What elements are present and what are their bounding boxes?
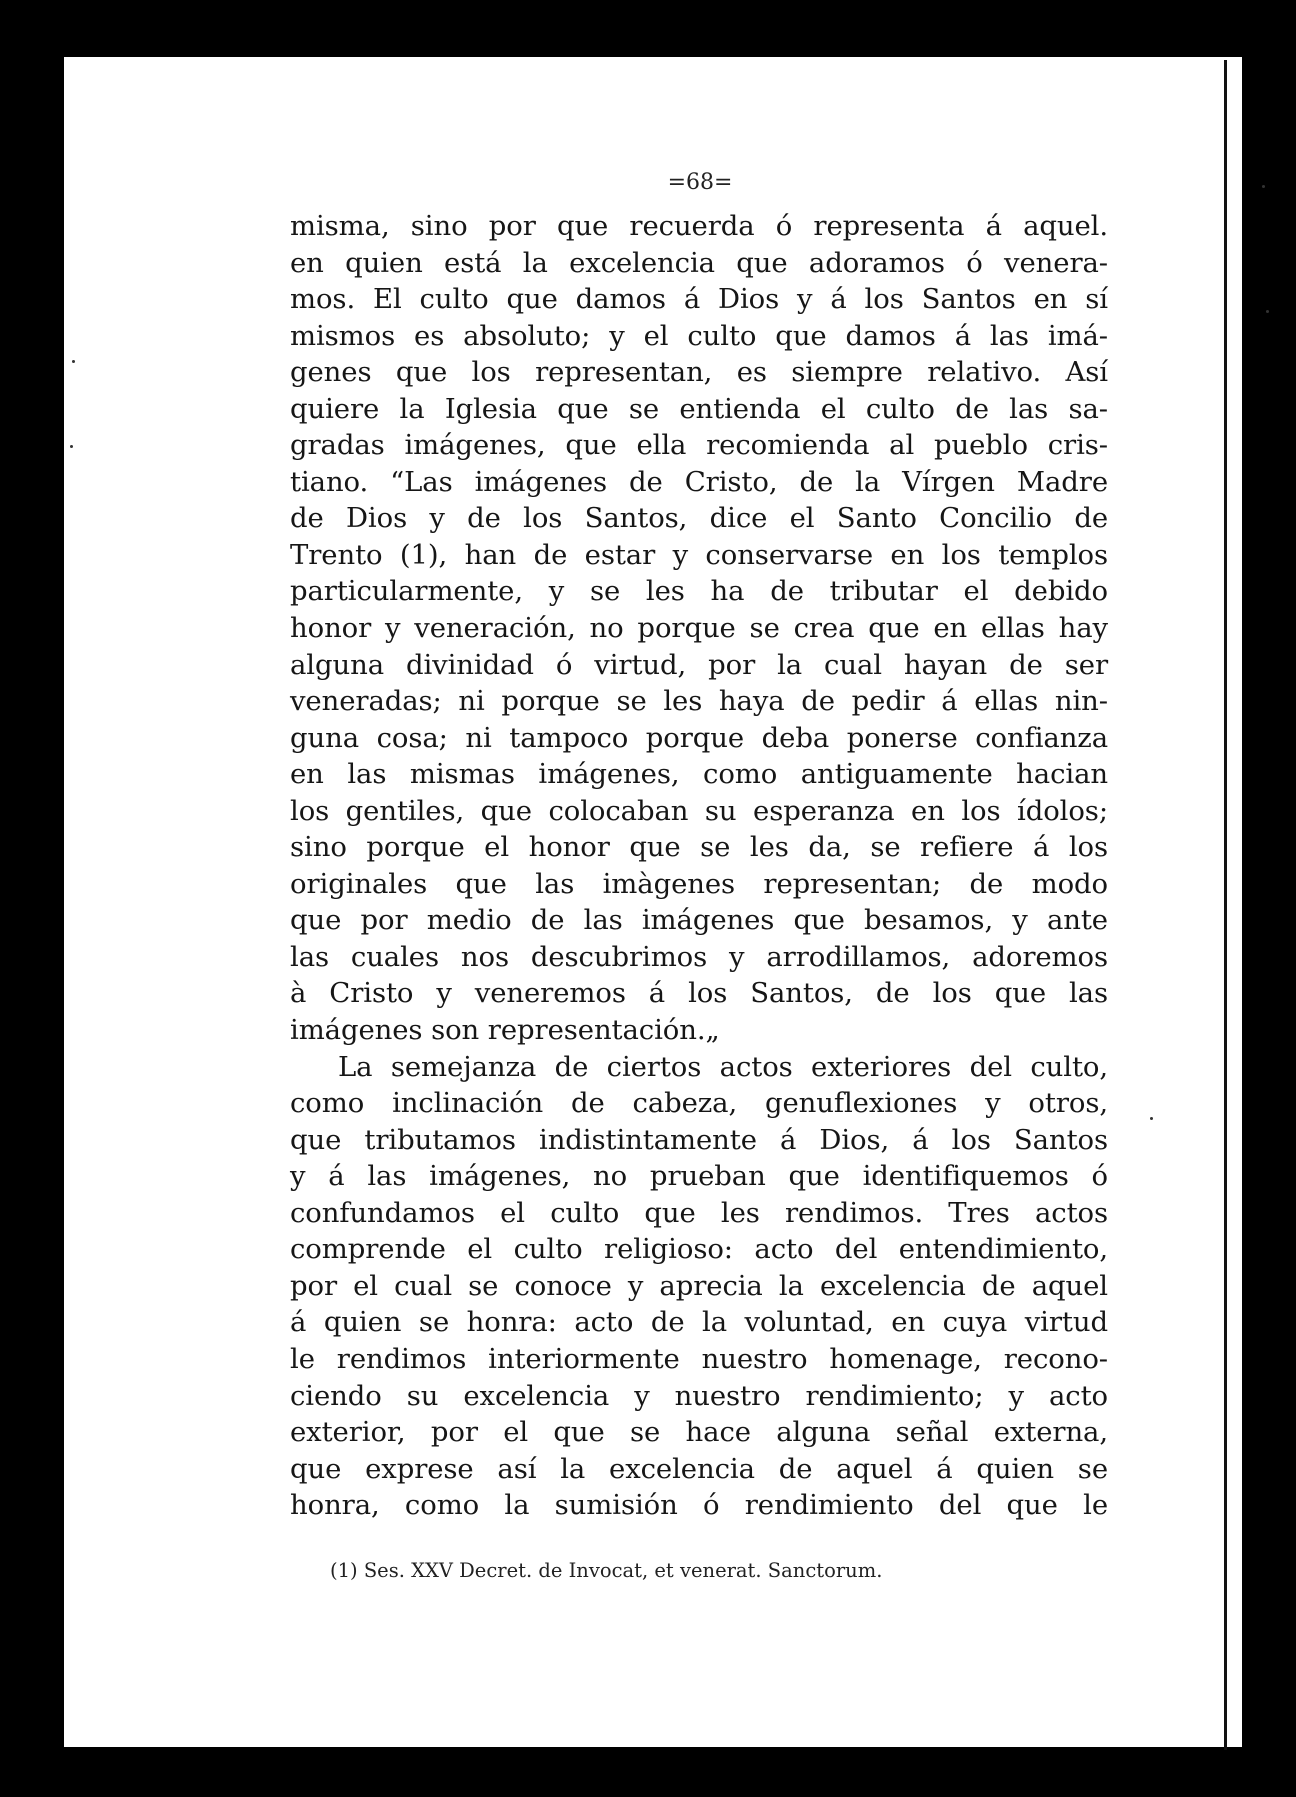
text-line: genes que los representan, es siempre relativo. Así	[290, 356, 1108, 389]
text-line: en quien está la excelencia que adoramos ó venera-	[290, 246, 1108, 279]
scan-speck	[70, 445, 73, 448]
text-line: gradas imágenes, que ella recomienda al pueblo cris-	[290, 429, 1108, 462]
text-line: particularmente, y se les ha de tributar el debido	[290, 575, 1108, 608]
scan-speck	[72, 360, 75, 363]
binding-shadow-line	[1224, 60, 1227, 1750]
scan-speck	[1262, 185, 1265, 188]
text-line: que por medio de las imágenes que besamos, y ante	[290, 904, 1108, 937]
scan-speck	[1266, 310, 1269, 313]
text-line: honor y veneración, no porque se crea que en ellas hay	[290, 612, 1108, 645]
text-line: exterior, por el que se hace alguna señal externa,	[290, 1416, 1108, 1449]
text-line: á quien se honra: acto de la voluntad, en cuya virtud	[290, 1306, 1108, 1339]
text-line: que exprese así la excelencia de aquel á quien se	[290, 1452, 1108, 1485]
text-line: como inclinación de cabeza, genuflexiones y otros,	[290, 1087, 1108, 1120]
text-line: imágenes son representación.„	[290, 1014, 720, 1047]
footnote: (1) Ses. XXV Decret. de Invocat, et venerat. Sanctorum.	[330, 1559, 883, 1582]
body-text	[290, 208, 1108, 1524]
text-line-paragraph-start: La semejanza de ciertos actos exteriores del culto,	[338, 1050, 1108, 1083]
text-line: quiere la Iglesia que se entienda el culto de las sa-	[290, 392, 1108, 425]
text-line: las cuales nos descubrimos y arrodillamos, adoremos	[290, 940, 1108, 973]
text-line: mismos es absoluto; y el culto que damos á las imá-	[290, 319, 1108, 352]
text-line: ciendo su excelencia y nuestro rendimiento; y acto	[290, 1379, 1108, 1412]
text-line: misma, sino por que recuerda ó representa á aquel.	[290, 210, 1108, 242]
text-line: mos. El culto que damos á Dios y á los Santos en sí	[290, 283, 1108, 316]
text-line: tiano. “Las imágenes de Cristo, de la Vírgen Madre	[290, 465, 1108, 498]
text-line: le rendimos interiormente nuestro homenage, recono-	[290, 1342, 1108, 1375]
text-line: y á las imágenes, no prueban que identifiquemos ó	[290, 1160, 1108, 1193]
text-line: veneradas; ni porque se les haya de pedir á ellas nin-	[290, 685, 1108, 718]
text-line: de Dios y de los Santos, dice el Santo Concilio de	[290, 502, 1108, 535]
scan-speck	[1150, 1117, 1153, 1120]
text-line: alguna divinidad ó virtud, por la cual hayan de ser	[290, 648, 1108, 681]
text-line: sino porque el honor que se les da, se refiere á los	[290, 831, 1108, 864]
page-number: =68=	[667, 170, 733, 195]
text-line: en las mismas imágenes, como antiguamente hacian	[290, 758, 1108, 791]
text-line: comprende el culto religioso: acto del entendimiento,	[290, 1233, 1108, 1266]
text-line: por el cual se conoce y aprecia la excelencia de aquel	[290, 1269, 1108, 1302]
text-line: que tributamos indistintamente á Dios, á los Santos	[290, 1123, 1108, 1156]
text-line: originales que las imàgenes representan; de modo	[290, 867, 1108, 900]
text-line: à Cristo y veneremos á los Santos, de los que las	[290, 977, 1108, 1010]
text-line: honra, como la sumisión ó rendimiento del que le	[290, 1489, 1108, 1522]
text-line: confundamos el culto que les rendimos. Tres actos	[290, 1196, 1108, 1229]
text-line: guna cosa; ni tampoco porque deba ponerse confianza	[290, 721, 1108, 754]
text-line: los gentiles, que colocaban su esperanza en los ídolos;	[290, 794, 1108, 827]
text-line: Trento (1), han de estar y conservarse en los templos	[290, 538, 1108, 571]
